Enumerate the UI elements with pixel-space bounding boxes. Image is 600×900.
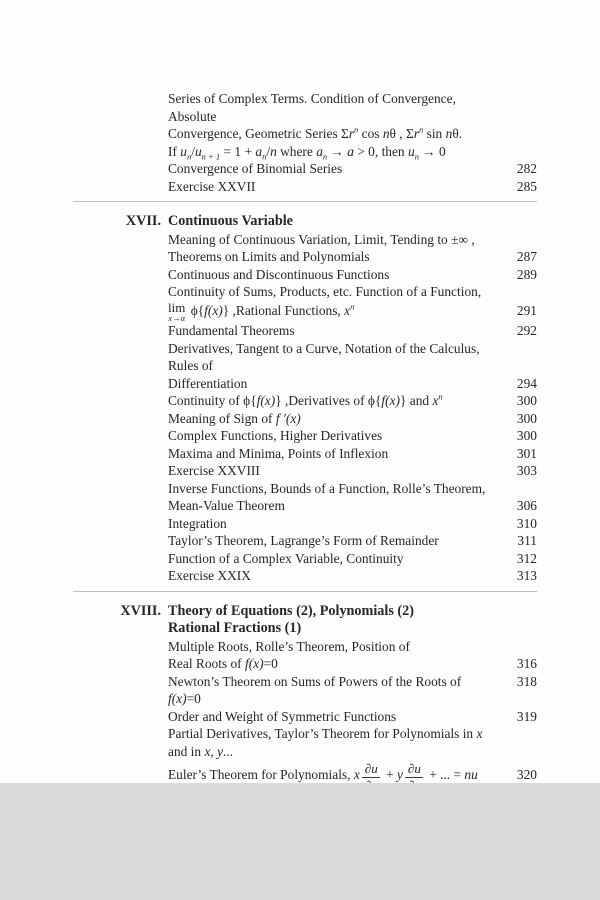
text-run: + ... = (425, 767, 465, 783)
toc-entry (73, 90, 537, 125)
text-run: sin (423, 126, 446, 141)
text-run: Integration (168, 515, 227, 531)
page-number: 313 (516, 568, 537, 583)
math-run: a (347, 143, 354, 159)
page-number: 289 (516, 266, 537, 282)
entry-text (168, 515, 503, 533)
entry-text (168, 375, 503, 393)
table-of-contents (73, 90, 537, 860)
text-run: ... (223, 743, 234, 759)
entry-text (168, 567, 503, 585)
entry-text (168, 462, 503, 480)
toc-entry (73, 340, 537, 375)
math-superscript: $r^n$ (348, 124, 359, 141)
page-number: 294 (516, 375, 537, 391)
text-run: + (382, 767, 397, 783)
text-run: / (266, 143, 271, 159)
text-run: / (191, 143, 195, 159)
text-run: Exercise XXVII (168, 178, 256, 194)
entry-text (168, 708, 503, 726)
toc-entry (73, 160, 537, 178)
text-run: cos (358, 126, 383, 141)
math-run: f(x) (168, 691, 187, 706)
toc-entry (73, 427, 537, 445)
math-superscript: $r^n$ (413, 124, 424, 141)
text-run: Continuous Variable (168, 213, 293, 229)
text-run: Euler’s Theorem for Polynomials, (168, 767, 354, 783)
text-run: Function of a Complex Variable, Continuity (168, 550, 404, 566)
text-run: where (276, 143, 317, 159)
text-run: ϕ{ (187, 302, 205, 318)
entry-text (168, 301, 503, 323)
text-run: =0 (263, 656, 278, 671)
entry-text (168, 532, 503, 550)
math-run: n (270, 143, 277, 159)
toc-entry (73, 515, 537, 533)
math-run: n (382, 126, 390, 141)
page-number: 287 (516, 249, 537, 264)
page-number: 318 (516, 673, 537, 689)
toc-entry (73, 638, 537, 656)
math-run: x, y (204, 743, 224, 759)
toc-entry (73, 673, 537, 708)
entry-text (168, 497, 503, 515)
page-number: 285 (516, 178, 537, 194)
toc-entry (73, 143, 537, 161)
page-number: 300 (516, 410, 537, 426)
text-run: Fundamental Theorems (168, 323, 295, 338)
math-subscript: $a_n$ (316, 143, 328, 162)
entry-text (168, 143, 503, 161)
page-number: 303 (516, 463, 537, 478)
text-run: Continuity of Sums, Products, etc. Function of a Function, (168, 284, 482, 299)
math-run: x (476, 726, 483, 741)
math-run: f(x) (381, 393, 400, 408)
entry-text (168, 550, 503, 568)
page-number: 300 (516, 428, 537, 443)
entry-text (168, 392, 503, 410)
math-run: f(x) (204, 302, 223, 318)
subheading (73, 620, 537, 638)
page-number: 311 (517, 533, 537, 548)
text-run: Theory of Equations (2), Polynomials (2) (168, 602, 414, 619)
entry-text (168, 340, 503, 375)
text-run: Order and Weight of Symmetric Functions (168, 708, 397, 724)
toc-entry (73, 178, 537, 196)
page-number: 300 (516, 393, 537, 408)
text-run: Taylor’s Theorem, Lagrange’s Form of Remainder (168, 533, 439, 548)
section-divider (73, 591, 537, 592)
toc-entry (73, 392, 537, 410)
text-run: Newton’s Theorem on Sums of Powers of the Roots of (168, 673, 462, 689)
toc-entry (73, 550, 537, 568)
entry-text (168, 178, 503, 196)
math-run: x (353, 767, 360, 783)
text-run: Theorems on Limits and Polynomials (168, 249, 370, 264)
page-number: 320 (516, 767, 537, 783)
math-superscript: $x^n$ (432, 391, 443, 408)
page-number: 292 (516, 323, 537, 338)
chapter-heading (73, 603, 537, 621)
math-run: n (445, 126, 453, 141)
toc-entry (73, 480, 537, 498)
text-run: If (168, 143, 181, 159)
toc-entry (73, 708, 537, 726)
text-run: = 1 + (220, 143, 256, 159)
page-number: 291 (516, 302, 537, 318)
toc-entry (73, 725, 537, 760)
text-run: Meaning of Sign of (168, 410, 276, 426)
page-number: 282 (516, 161, 537, 176)
entry-text (168, 480, 503, 498)
limit-notation: lim x→α (168, 299, 186, 323)
text-run: and in (168, 743, 205, 759)
math-subscript: $u_n$ (180, 143, 192, 162)
text-run: Maxima and Minima, Points of Inflexion (168, 445, 389, 461)
entry-text (168, 410, 503, 428)
text-run: } ,Derivatives of ϕ{ (275, 393, 382, 408)
toc-entry (73, 655, 537, 673)
text-run: Complex Functions, Higher Derivatives (168, 428, 383, 443)
text-run: Continuous and Discontinuous Functions (168, 266, 390, 282)
entry-text (168, 248, 503, 266)
text-run: Convergence, Geometric Series Σ (168, 126, 349, 141)
entry-text (168, 638, 503, 656)
toc-entry (73, 283, 537, 301)
text-run: θ. (452, 126, 463, 141)
page-number: 301 (516, 445, 537, 461)
fraction: ∂u (405, 762, 424, 792)
math-run: f(x) (256, 393, 276, 408)
toc-entry (73, 125, 537, 143)
text-run: Differentiation (168, 375, 248, 391)
text-run: Rational Fractions (1) (168, 620, 302, 636)
entry-text (168, 603, 503, 621)
toc-entry (73, 532, 537, 550)
entry-text (168, 231, 503, 249)
toc-entry (73, 567, 537, 585)
text-run: Series of Complex Terms. Condition of Convergence, Absolute (168, 91, 456, 124)
math-run: nu (464, 767, 478, 783)
text-run: Real Roots of (168, 656, 245, 671)
entry-text (168, 655, 503, 673)
text-run: → 0 (418, 143, 446, 159)
toc-entry (73, 462, 537, 480)
toc-entry (73, 266, 537, 284)
text-run: Mean-Value Theorem (168, 498, 285, 513)
entry-text (168, 213, 503, 231)
toc-entry (73, 301, 537, 323)
toc-entry (73, 248, 537, 266)
entry-text (168, 322, 503, 340)
chapter-number: XVIII. (120, 602, 161, 619)
bottom-band (0, 783, 600, 900)
text-run: Exercise XXVIII (168, 463, 260, 478)
entry-text (168, 620, 503, 638)
page-number: 310 (516, 515, 537, 531)
page-number: 319 (516, 708, 537, 724)
fraction: ∂u (362, 762, 381, 792)
toc-entry (73, 497, 537, 515)
text-run: =0 (186, 691, 201, 706)
math-subscript: $a_n$ (255, 143, 267, 162)
chapter-number: XVII. (125, 213, 161, 229)
entry-text (168, 283, 503, 301)
toc-entry (73, 375, 537, 393)
text-run: } ,Rational Functions, (222, 302, 345, 318)
entry-text (168, 160, 503, 178)
chapter-heading (73, 213, 537, 231)
toc-entry (73, 322, 537, 340)
text-run: Partial Derivatives, Taylor’s Theorem for Polynomials in (168, 726, 477, 741)
math-subscript: $u_n$ (407, 143, 419, 162)
math-run: f ′(x) (275, 410, 301, 426)
text-run: Inverse Functions, Bounds of a Function, Rolle’s Theorem, (168, 480, 486, 496)
entry-text (168, 266, 503, 284)
math-run: y (396, 767, 403, 783)
page-number: 316 (516, 656, 537, 671)
text-run: Exercise XXIX (168, 568, 251, 583)
toc-entry (73, 445, 537, 463)
text-run: } and (399, 393, 433, 408)
text-run: Continuity of ϕ{ (168, 393, 257, 408)
text-run: → (327, 143, 348, 159)
entry-text (168, 445, 503, 463)
text-run: Meaning of Continuous Variation, Limit, Tending to ±∞ , (168, 231, 475, 247)
entry-text (168, 673, 503, 708)
entry-text (168, 125, 503, 143)
entry-text (168, 725, 503, 760)
toc-entry (73, 231, 537, 249)
math-subscript: $u_{n + 1}$ (194, 143, 221, 162)
math-superscript: $x^n$ (344, 301, 355, 318)
section-divider (73, 201, 537, 202)
page-number: 312 (516, 550, 537, 566)
toc-entry (73, 410, 537, 428)
text-run: Derivatives, Tangent to a Curve, Notation of the Calculus, Rules of (168, 340, 480, 373)
text-run: Convergence of Binomial Series (168, 161, 343, 176)
text-run: Multiple Roots, Rolle’s Theorem, Position of (168, 638, 410, 654)
entry-text (168, 427, 503, 445)
text-run: θ , Σ (389, 126, 414, 141)
math-run: f(x) (245, 656, 264, 671)
entry-text (168, 90, 503, 125)
page-number: 306 (516, 498, 537, 513)
text-run: > 0, then (353, 143, 408, 159)
